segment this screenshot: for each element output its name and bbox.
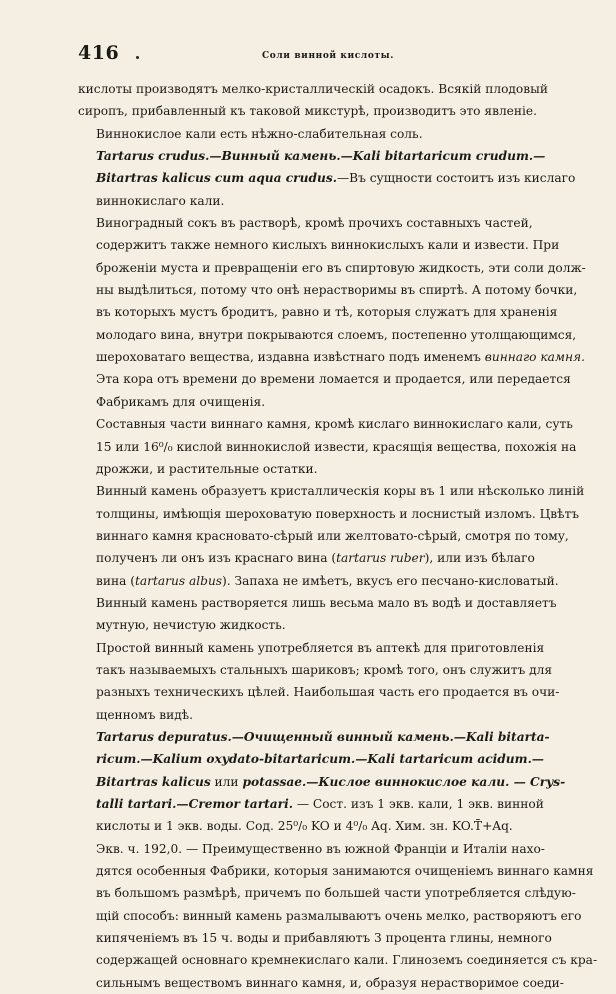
text-line: [78, 838, 566, 860]
emphasis-text: potassae.—Кислое виннокислое кали. — Crys-: [242, 774, 566, 789]
text-line: [78, 726, 566, 748]
text-segment: сиропъ, прибавленный къ таковой микстурѣ, производитъ это явленіе.: [78, 104, 538, 119]
text-segment: ны выдѣлиться, потому что онѣ нерастворимы въ спиртѣ. А потому бочки,: [96, 283, 578, 298]
page-header: [78, 38, 566, 78]
text-segment: Виннокислое кали есть нѣжно-слабительная соль.: [96, 126, 423, 141]
text-line: [78, 234, 566, 256]
text-line: [78, 301, 566, 323]
body-text: [78, 78, 598, 994]
text-line: [78, 257, 586, 279]
emphasis-text: talli tartari.—Cremor tartari.: [96, 797, 293, 811]
text-segment: сильнымъ веществомъ виннаго камня, и, образуя нерастворимое соеди-: [96, 975, 564, 990]
text-line: [78, 167, 576, 189]
text-segment: въ которыхъ мустъ бродитъ, равно и тѣ, которыя служатъ для храненія: [96, 305, 558, 320]
text-line: [78, 882, 576, 904]
text-segment: Эта кора отъ времени до времени ломается и продается, или передается: [96, 372, 571, 387]
text-line: [78, 78, 566, 100]
text-segment: ). Запаха не имѣетъ, вкусъ его песчано-кисловатый.: [222, 573, 559, 588]
text-segment: броженіи муста и превращеніи его въ спиртовую жидкость, эти соли долж-: [96, 260, 586, 275]
text-line: [78, 793, 566, 815]
text-line: [78, 413, 573, 435]
text-line: [78, 458, 566, 480]
text-line: [78, 771, 566, 793]
text-segment: —Въ сущности состоитъ изъ кислаго: [336, 171, 576, 186]
text-line: [78, 614, 566, 636]
text-line: [78, 570, 566, 592]
text-line: [78, 860, 594, 882]
text-segment: полученъ ли онъ изъ краснаго вина (: [96, 551, 337, 566]
text-line: [78, 681, 566, 703]
text-segment: кислоты и 1 экв. воды. Сод. 25⁰/₀ KO и 4⁰/₀ Aq. Хим. зн. KO.T̄+Aq.: [96, 819, 513, 834]
text-line: [78, 503, 579, 525]
text-line: [78, 346, 586, 368]
text-segment: Экв. ч. 192,0. — Преимущественно въ южной Франціи и Италіи нахо-: [96, 841, 545, 856]
text-segment: содержитъ также немного кислыхъ виннокислыхъ кали и извести. При: [96, 238, 560, 253]
text-line: [78, 704, 566, 726]
ink-dot: [136, 56, 139, 59]
text-segment: молодаго вина, внутри покрываются слоемъ, постепенно утолщающимся,: [96, 327, 577, 342]
text-segment: щій способъ: винный камень размалываютъ очень мелко, растворяютъ его: [96, 908, 582, 923]
text-line: [78, 972, 566, 994]
text-segment: щенномъ видѣ.: [96, 707, 193, 722]
text-segment: Винный камень растворяется лишь весьма мало въ водѣ и доставляетъ: [96, 595, 557, 610]
text-segment: въ большомъ размѣрѣ, причемъ по большей части употребляется слѣдую-: [96, 886, 576, 901]
text-segment: дятся особенныя Фабрики, которыя занимаются очищеніемъ виннаго камня: [96, 864, 594, 879]
text-line: [78, 324, 577, 346]
paragraph: [78, 480, 585, 636]
text-line: [78, 525, 569, 547]
paragraph: [78, 212, 586, 413]
text-line: [78, 145, 566, 167]
emphasis-text: ricum.—Kalium oxydato-bitartaricum.—Kali tartaricum acidum.—: [96, 752, 544, 767]
text-line: [78, 927, 566, 949]
text-segment: вина (: [96, 573, 136, 588]
text-segment: ), или изъ бѣлаго: [424, 551, 535, 566]
text-line: [78, 123, 566, 145]
paragraph: [78, 78, 566, 123]
text-segment: разныхъ техническихъ цѣлей. Наибольшая часть его продается въ очи-: [96, 685, 560, 700]
text-line: [78, 480, 585, 502]
text-segment: дрожжи, и растительные остатки.: [96, 461, 318, 476]
paragraph: [78, 726, 598, 994]
text-segment: кипяченіемъ въ 15 ч. воды и прибавляютъ 3 процента глины, немного: [96, 931, 552, 946]
emphasis-text: Bitartras kalicus cum aqua crudus.: [96, 171, 337, 186]
emphasis-text: виннаго камня.: [484, 350, 586, 365]
text-segment: — Сост. изъ 1 экв. кали, 1 экв. винной: [292, 797, 544, 811]
text-line: [78, 100, 566, 122]
text-segment: содержащей основнаго кремнекислаго кали. Глиноземъ соединяется съ кра-: [96, 953, 598, 968]
text-line: [78, 659, 566, 681]
text-segment: виннокислаго кали.: [96, 193, 225, 208]
text-segment: виннаго камня красновато-сѣрый или желтовато-сѣрый, смотря по тому,: [96, 528, 569, 543]
paragraph: [78, 637, 566, 726]
emphasis-text: tartarus albus: [135, 573, 223, 588]
text-line: [78, 190, 566, 212]
text-line: [78, 279, 578, 301]
running-title: Соли винной кислоты.: [262, 51, 394, 61]
text-segment: Виноградный сокъ въ растворѣ, кромѣ прочихъ составныхъ частей,: [96, 216, 533, 231]
emphasis-text: Bitartras kalicus: [96, 774, 211, 789]
text-segment: такъ называемыхъ стальныхъ шариковъ; кромѣ того, онъ служитъ для: [96, 662, 553, 677]
text-line: [78, 368, 571, 390]
emphasis-text: tartarus ruber: [336, 551, 425, 566]
text-segment: толщины, имѣющія шероховатую поверхность и лоснистый изломъ. Цвѣтъ: [96, 506, 579, 521]
text-segment: Составныя части виннаго камня, кромѣ кислаго виннокислаго кали, суть: [96, 417, 573, 432]
text-line: [78, 815, 566, 837]
text-line: [78, 637, 566, 659]
text-segment: Фабрикамъ для очищенія.: [96, 394, 266, 409]
text-line: [78, 436, 577, 458]
emphasis-text: Tartarus crudus.—Винный камень.—Kali bitartaricum crudum.—: [96, 149, 546, 164]
text-segment: кислоты производятъ мелко-кристаллическій осадокъ. Всякій плодовый: [78, 82, 548, 96]
emphasis-text: Tartarus depuratus.—Очищенный винный камень.—Kali bitarta-: [96, 729, 550, 744]
text-line: [78, 391, 566, 413]
text-segment: шероховатаго вещества, издавна извѣстнаго подъ именемъ: [96, 350, 485, 365]
text-segment: Винный камень образуетъ кристаллическія коры въ 1 или нѣсколько линій: [96, 484, 585, 499]
paragraph: [78, 413, 577, 480]
text-segment: мутную, нечистую жидкость.: [96, 618, 286, 633]
text-segment: Простой винный камень употребляется въ аптекѣ для приготовленія: [96, 640, 545, 655]
text-line: [78, 547, 566, 569]
page-number: 416: [78, 42, 120, 64]
paragraph: [78, 145, 576, 212]
text-line: [78, 905, 582, 927]
text-line: [78, 212, 566, 234]
text-line: [78, 748, 566, 770]
paragraph: [78, 123, 566, 145]
text-segment: 15 или 16⁰/₀ кислой виннокислой извести, красящія вещества, похожія на: [96, 439, 577, 454]
text-segment: или: [210, 774, 243, 789]
text-line: [78, 592, 566, 614]
text-line: [78, 949, 598, 971]
